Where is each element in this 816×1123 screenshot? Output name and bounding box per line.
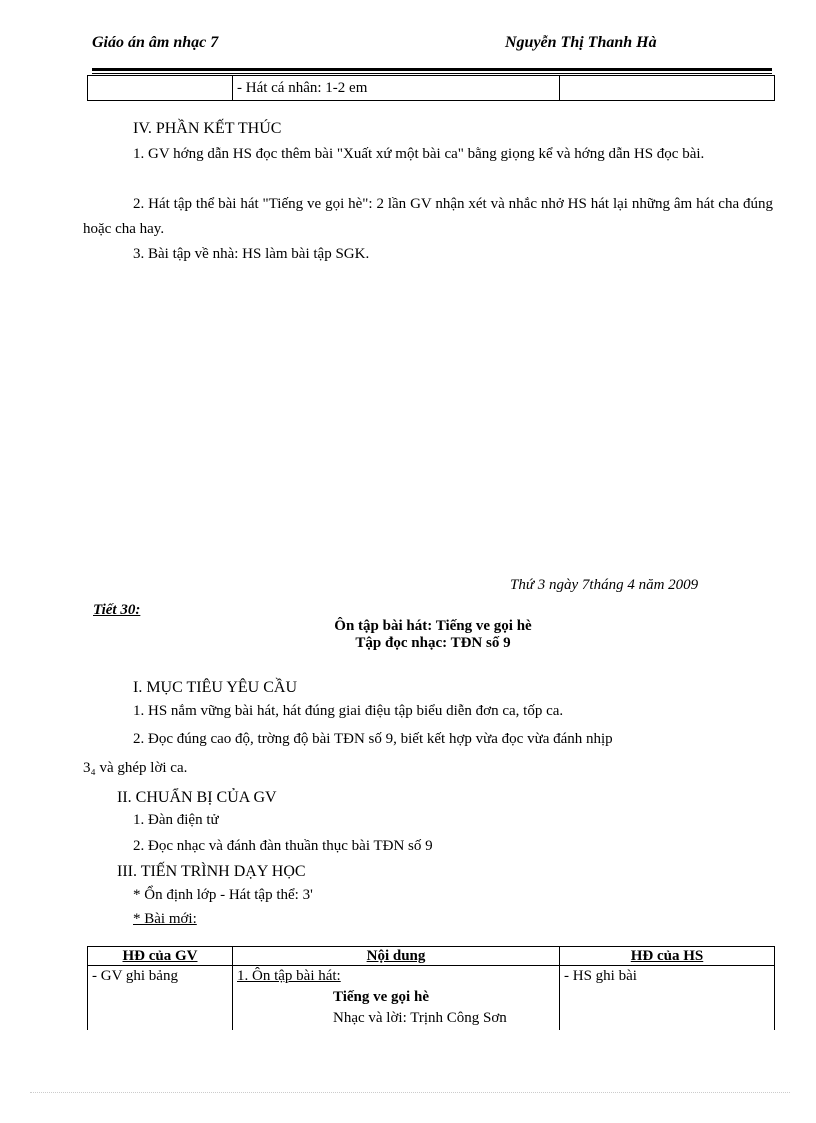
section-4-item-1: 1. GV hớng dẫn HS đọc thêm bài "Xuất xứ một bài ca" bằng giọng kể và hớng dẫn HS đọc bài. [133,146,705,162]
section-2-title: II. CHUẨN BỊ CỦA GV [117,789,277,806]
table-header-row [88,947,775,966]
section-1-item-1: 1. HS nắm vững bài hát, hát đúng giai điệu tập biểu diễn đơn ca, tốp ca. [133,703,564,719]
section-4-title: IV. PHẦN KẾT THÚC [133,120,282,137]
page-header [92,34,732,56]
header-author: Nguyễn Thị Thanh Hà [505,34,657,51]
lesson-label: Tiết 30: [93,602,141,618]
content-heading: 1. Ôn tập bài hát: [237,968,341,984]
header-rule [92,68,772,71]
section-2-item-2: 2. Đọc nhạc và đánh đàn thuần thục bài TĐN số 9 [133,838,433,854]
table-header-hs: HĐ của HS [560,947,775,966]
top-table [87,75,775,101]
table-cell-gv: - GV ghi bảng [88,966,233,1031]
header-rule-thin [92,73,772,74]
song-title: Tiếng ve gọi hè [333,989,429,1005]
section-1-item-2-cont: 3₄ và ghép lời ca. [83,760,188,776]
section-2-item-1: 1. Đàn điện tử [133,812,219,828]
header-title: Giáo án âm nhạc 7 [92,34,219,51]
table-cell: - Hát cá nhân: 1-2 em [233,76,560,101]
table-header-gv: HĐ của GV [88,947,233,966]
section-4-item-2: 2. Hát tập thể bài hát "Tiếng ve gọi hè": 2 lần GV nhận xét và nhắc nhở HS hát lại những âm hát cha đúng hoặc cha hay. [83,196,773,237]
lesson-activity-table [87,946,775,1030]
section-3-title: III. TIẾN TRÌNH DẠY HỌC [117,863,306,880]
table-cell [560,76,775,101]
section-1-item-2: 2. Đọc đúng cao độ, trờng độ bài TĐN số 9, biết kết hợp vừa đọc vừa đánh nhịp [133,731,613,747]
date-line: Thứ 3 ngày 7tháng 4 năm 2009 [510,577,699,593]
table-cell-hs: - HS ghi bài [560,966,775,1031]
section-1-title: I. MỤC TIÊU YÊU CẦU [133,679,297,696]
table-row [88,966,775,1031]
table-header-content: Nội dung [233,947,560,966]
section-4-item-3: 3. Bài tập về nhà: HS làm bài tập SGK. [133,246,370,262]
lesson-title-2: Tập đọc nhạc: TĐN số 9 [355,635,511,651]
song-author: Nhạc và lời: Trịnh Công Sơn [333,1010,507,1026]
lesson-title-1: Ôn tập bài hát: Tiếng ve gọi hè [334,618,532,634]
section-3-item-1: * Ổn định lớp - Hát tập thể: 3' [133,887,313,903]
section-3-item-2: * Bài mới: [133,911,197,927]
lesson-title [0,618,816,652]
table-cell-content [233,966,560,1031]
table-row [88,76,775,101]
page-bottom-divider [30,1092,790,1093]
table-cell [88,76,233,101]
